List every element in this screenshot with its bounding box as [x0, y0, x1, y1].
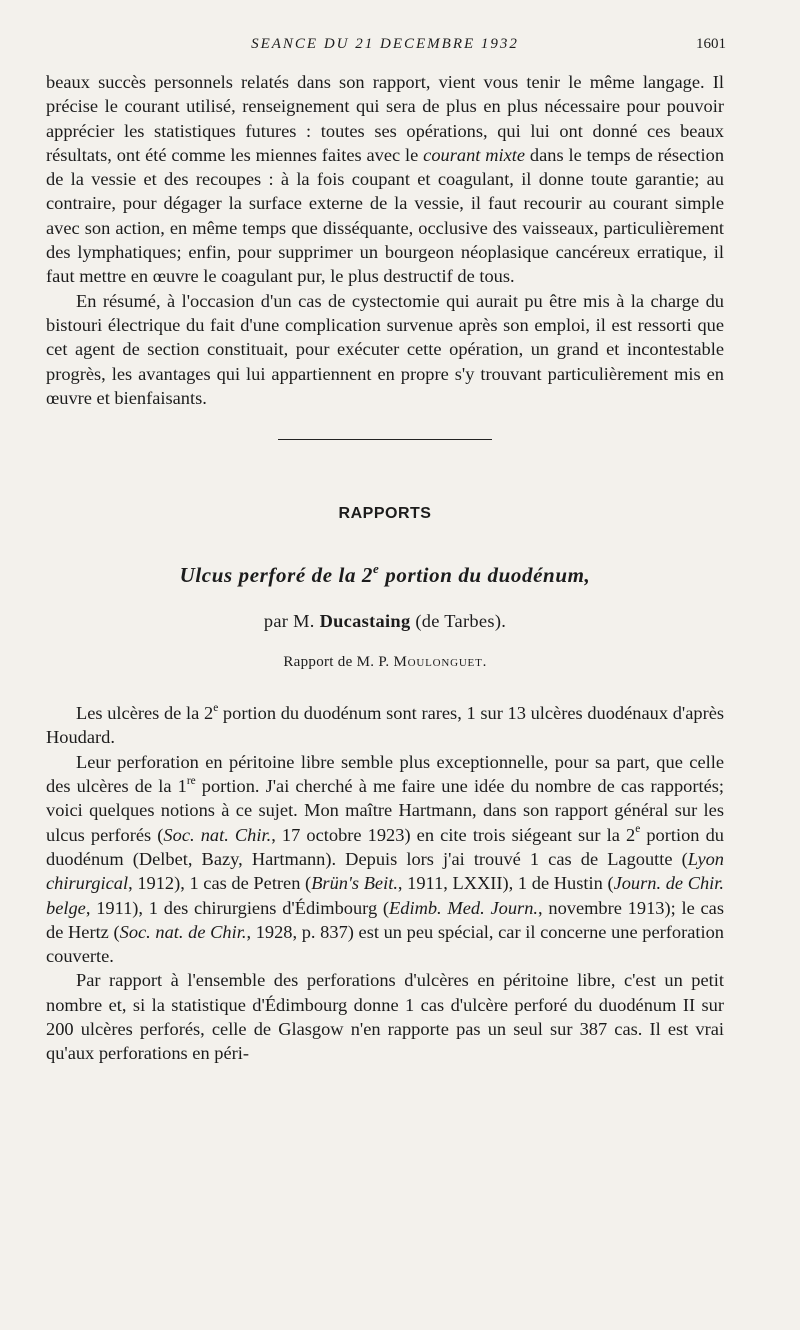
text-run: , 1911, LXXII), 1 de Hustin ( — [397, 873, 614, 894]
text-run: portion du duodénum (Delbet, Bazy, Hartmann). Depuis lors j'ai trouvé 1 cas de Lagoutte ( — [46, 824, 724, 869]
emphasis-courant-mixte: courant mixte — [423, 144, 526, 165]
article-title — [46, 560, 724, 588]
byline — [46, 611, 724, 632]
rapport-line — [46, 654, 724, 671]
paragraph-2: En résumé, à l'occasion d'un cas de cystectomie qui aurait pu être mis à la charge du bistouri électrique du fait d'une complication survenue après son emploi, il est ressorti que cet agent de section constituait, pour exécuter cette opération, un grand et incontestable progrès, les avantages qui lui appartiennent en propre s'y trouvant particulièrement mis en œuvre et bienfaisants. — [46, 290, 724, 408]
author-name: Ducastaing — [319, 611, 411, 632]
text-run: Leur perforation en péritoine libre semble plus exceptionnelle, pour sa part, que celle des ulcères de la 1 — [46, 751, 724, 797]
text-run: portion du duodénum sont rares, 1 sur 13 ulcères duodénaux d'après Houdard. — [46, 703, 725, 748]
rapport-prefix: Rapport de M. P. — [283, 654, 394, 671]
citation-bruns-beit: Brün's Beit. — [311, 873, 398, 894]
article-paragraph-3: Par rapport à l'ensemble des perforations d'ulcères en péritoine libre, c'est un petit nombre et, si la statistique d'Édimbourg donne 1 cas d'ulcère perforé du duodénum II sur 200 ulcères perforés, celle de Glasgow n'en rapporte pas un seul sur 387 cas. Il est vrai qu'aux perforations en péri- — [46, 970, 724, 1064]
citation-edimb-med-journ: Edimb. Med. Journ. — [389, 897, 538, 918]
title-superscript: e — [373, 560, 380, 576]
title-run: portion du duodénum, — [379, 563, 591, 588]
citation-soc-nat-chir: Soc. nat. Chir. — [163, 824, 272, 845]
superscript: e — [213, 701, 219, 714]
article-body — [46, 701, 724, 1065]
text-run: , 1911), 1 des chirurgiens d'Édimbourg ( — [85, 897, 390, 918]
superscript: e — [635, 823, 641, 836]
text-run: portion. J'ai cherché à me faire une idée du nombre de cas rapportés; voici quelques notions à ce sujet. Mon maître Hartmann, dans son rapport général sur les ulcus perforés ( — [46, 776, 725, 845]
running-header — [46, 36, 724, 60]
section-divider — [278, 439, 492, 440]
text-run: , 1928, p. 837) est un peu spécial, car il concerne une perforation couverte. — [46, 921, 725, 967]
superscript: re — [186, 774, 196, 787]
text-run: dans le temps de résection de la vessie et des recoupes : à la fois coupant et coagulant, il donne toute garantie; au contraire, pour dégager la surface externe de la vessie, il faut recourir au courant simple avec son action, en même temps que disséquante, occlusive des vaisseaux, particulièrement des lymphatiques; enfin, pour supprimer un bourgeon néoplasique cancéreux erratique, il faut mettre en œuvre le coagulant pur, le plus destructif de tous. — [46, 144, 725, 287]
paragraph-1 — [46, 70, 724, 289]
text-run: beaux succès personnels relatés dans son rapport, vient vous tenir le même langage. Il précise le courant utilisé, renseignement qui sera de plus en plus nécessaire pour pouvoir apprécier les statistiques futures : toutes ses opérations, qui lui ont donné ces beaux résultats, ont été comme les miennes faites avec le — [46, 72, 724, 165]
article-paragraph-1 — [46, 701, 724, 750]
citation-soc-nat-de-chir: Soc. nat. de Chir. — [119, 921, 247, 942]
text-run: , 17 octobre 1923) en cite trois siégeant sur la 2 — [271, 824, 636, 845]
title-run: Ulcus perforé de la 2 — [179, 563, 374, 588]
section-heading: RAPPORTS — [338, 505, 432, 523]
citation-lyon-chirurgical: Lyon chirurgical — [46, 848, 724, 894]
byline-suffix: (de Tarbes). — [410, 611, 507, 632]
byline-prefix: par M. — [263, 611, 320, 632]
running-title: SEANCE DU 21 DECEMBRE 1932 — [251, 36, 519, 52]
rapporteur-name: Moulonguet — [393, 654, 483, 671]
text-run: , novembre 1913); le cas de Hertz ( — [46, 897, 724, 942]
page-number: 1601 — [696, 36, 726, 52]
text-run: , 1912), 1 cas de Petren ( — [128, 873, 312, 894]
citation-journ-chir-belge: Journ. de Chir. belge — [46, 873, 724, 918]
page — [46, 36, 724, 1066]
rapport-suffix: . — [482, 654, 487, 671]
closing-section — [46, 70, 724, 410]
article-paragraph-2 — [46, 750, 724, 969]
text-run: Les ulcères de la 2 — [76, 703, 214, 724]
